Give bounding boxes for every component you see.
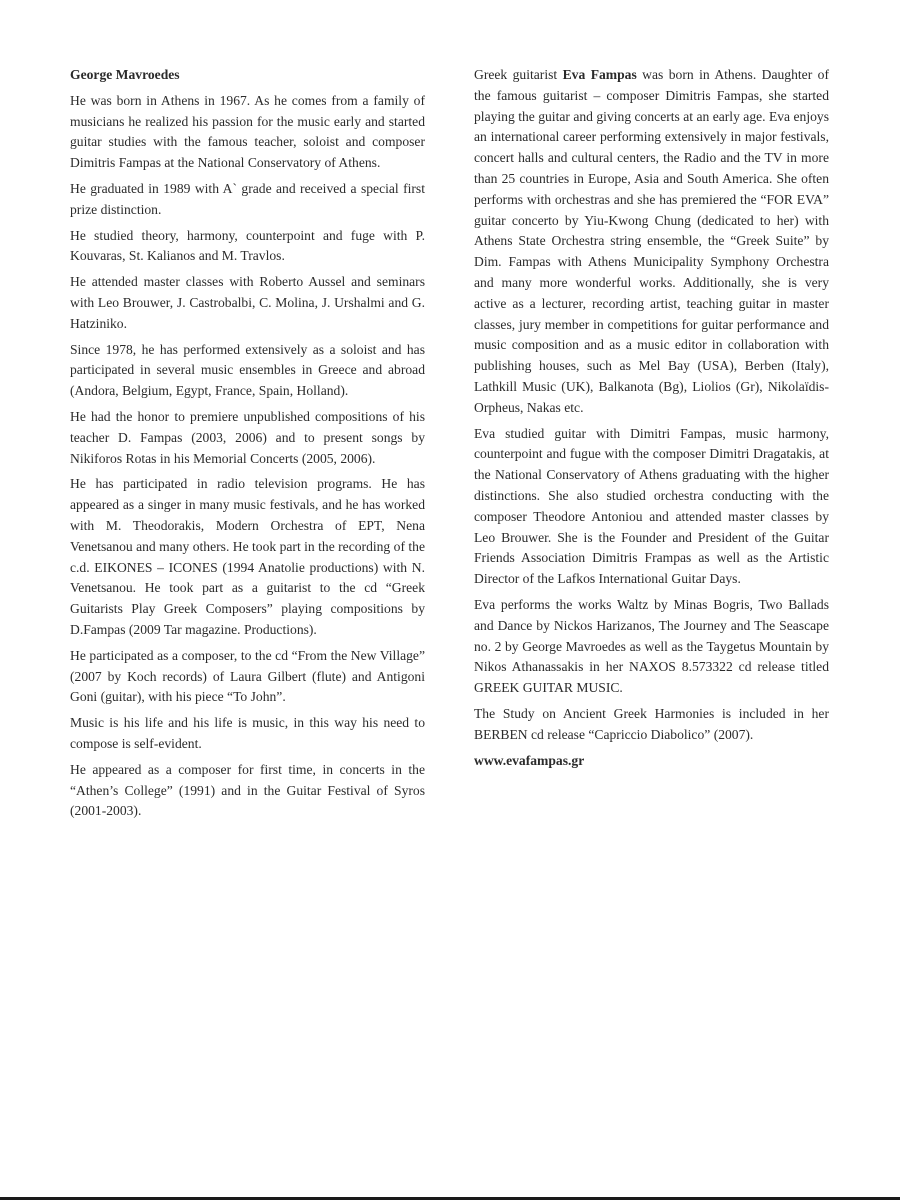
intro-prefix: Greek guitarist xyxy=(474,67,563,82)
bio-paragraph: He appeared as a composer for first time, in concerts in the “Athen’s College” (1991) and in the Guitar Festival of Syros (2001-2003). xyxy=(70,761,425,819)
george-mavroedes-heading: George Mavroedes xyxy=(70,67,180,82)
bio-paragraph: Since 1978, he has performed extensively as a soloist and has participated in several music ensembles in Greece and abroad (Andora, Belgium, Egypt, France, Spain, Holland). xyxy=(70,341,425,399)
george-mavroedes-bio-column xyxy=(70,65,425,827)
bio-paragraph: He had the honor to premiere unpublished compositions of his teacher D. Fampas (2003, 2006) and to present songs by Nikiforos Rotas in his Memorial Concerts (2005, 2006). xyxy=(70,408,425,466)
intro-rest: was born in Athens. Daughter of the famous guitarist – composer Dimitris Fampas, she started playing the guitar and giving concerts at an early age. Eva enjoys an international career performing extensively in major festivals, concert halls and cultural centers, the Radio and the TV in more than 25 countries in Europe, Asia and South America. She often performs with orchestras and she has premiered the “FOR EVA” guitar concerto by Yiu-Kwong Chung (dedicated to her) with Athens State Orchestra string ensemble, the “Greek Suite” by Dim. Fampas with Athens Municipality Symphony Orchestra and many more wonderful works. Additionally, she is very active as a lecturer, recording artist, teaching guitar in master classes, jury member in competitions for guitar performance and music composition and as a music editor in collaboration with publishing houses, such as Mel Bay (USA), Berben (Italy), Lathkill Music (UK), Balkanota (Bg), Liolios (Gr), Nikolaïdis-Orpheus, Nakas etc. xyxy=(474,67,829,415)
bio-paragraph: The Study on Ancient Greek Harmonies is included in her BERBEN cd release “Capriccio Diabolico” (2007). xyxy=(474,705,829,742)
bio-paragraph: Eva studied guitar with Dimitri Fampas, music harmony, counterpoint and fugue with the composer Dimitri Dragatakis, at the National Conservatory of Athens graduating with the higher distinctions. She also studied orchestra conducting with the composer Theodore Antoniou and attended master classes by Leo Brouwer. She is the Founder and President of the Guitar Friends Association Dimitris Frampas as well as the Artistic Director of the Lafkos International Guitar Days. xyxy=(474,425,829,587)
bio-paragraph: He graduated in 1989 with A` grade and received a special first prize distinction. xyxy=(70,180,425,217)
bio-paragraph: He has participated in radio television programs. He has appeared as a singer in many music festivals, and he has worked with M. Theodorakis, Modern Orchestra of EPT, Nena Venetsanou and many others. He took part in the recording of the c.d. EIKONES – ICONES (1994 Anatolie productions) with N. Venetsanou. He took part as a guitarist to the cd “Greek Guitarists Play Greek Composers” playing compositions by D.Fampas (2009 Tar magazine. Productions). xyxy=(70,476,425,637)
bio-paragraph: He studied theory, harmony, counterpoint and fuge with P. Kouvaras, St. Kalianos and M. Travlos. xyxy=(70,227,425,264)
bio-paragraph: Eva performs the works Waltz by Minas Bogris, Two Ballads and Dance by Nickos Harizanos, The Journey and The Seascape no. 2 by George Mavroedes as well as the Taygetus Mountain by Nikos Athanassakis in her NAXOS 8.573322 cd release titled GREEK GUITAR MUSIC. xyxy=(474,596,829,696)
eva-fampas-bio-column xyxy=(474,65,829,776)
bio-paragraph: He was born in Athens in 1967. As he comes from a family of musicians he realized his passion for the music early and started guitar studies with the famous teacher, soloist and composer Dimitris Fampas at the National Conservatory of Athens. xyxy=(70,92,425,171)
bio-paragraph: He participated as a composer, to the cd “From the New Village” (2007 by Koch records) of Laura Gilbert (flute) and Antigoni Goni (guitar), with his piece “To John”. xyxy=(70,647,425,705)
eva-fampas-name: Eva Fampas xyxy=(562,67,637,82)
website-link[interactable]: www.evafampas.gr xyxy=(474,752,585,768)
bio-paragraph: Music is his life and his life is music, in this way his need to compose is self-evident. xyxy=(70,715,425,751)
eva-fampas-intro-paragraph xyxy=(474,65,829,419)
bio-paragraph: He attended master classes with Roberto Aussel and seminars with Leo Brouwer, J. Castrobalbi, C. Molina, J. Urshalmi and G. Hatziniko. xyxy=(70,274,425,331)
